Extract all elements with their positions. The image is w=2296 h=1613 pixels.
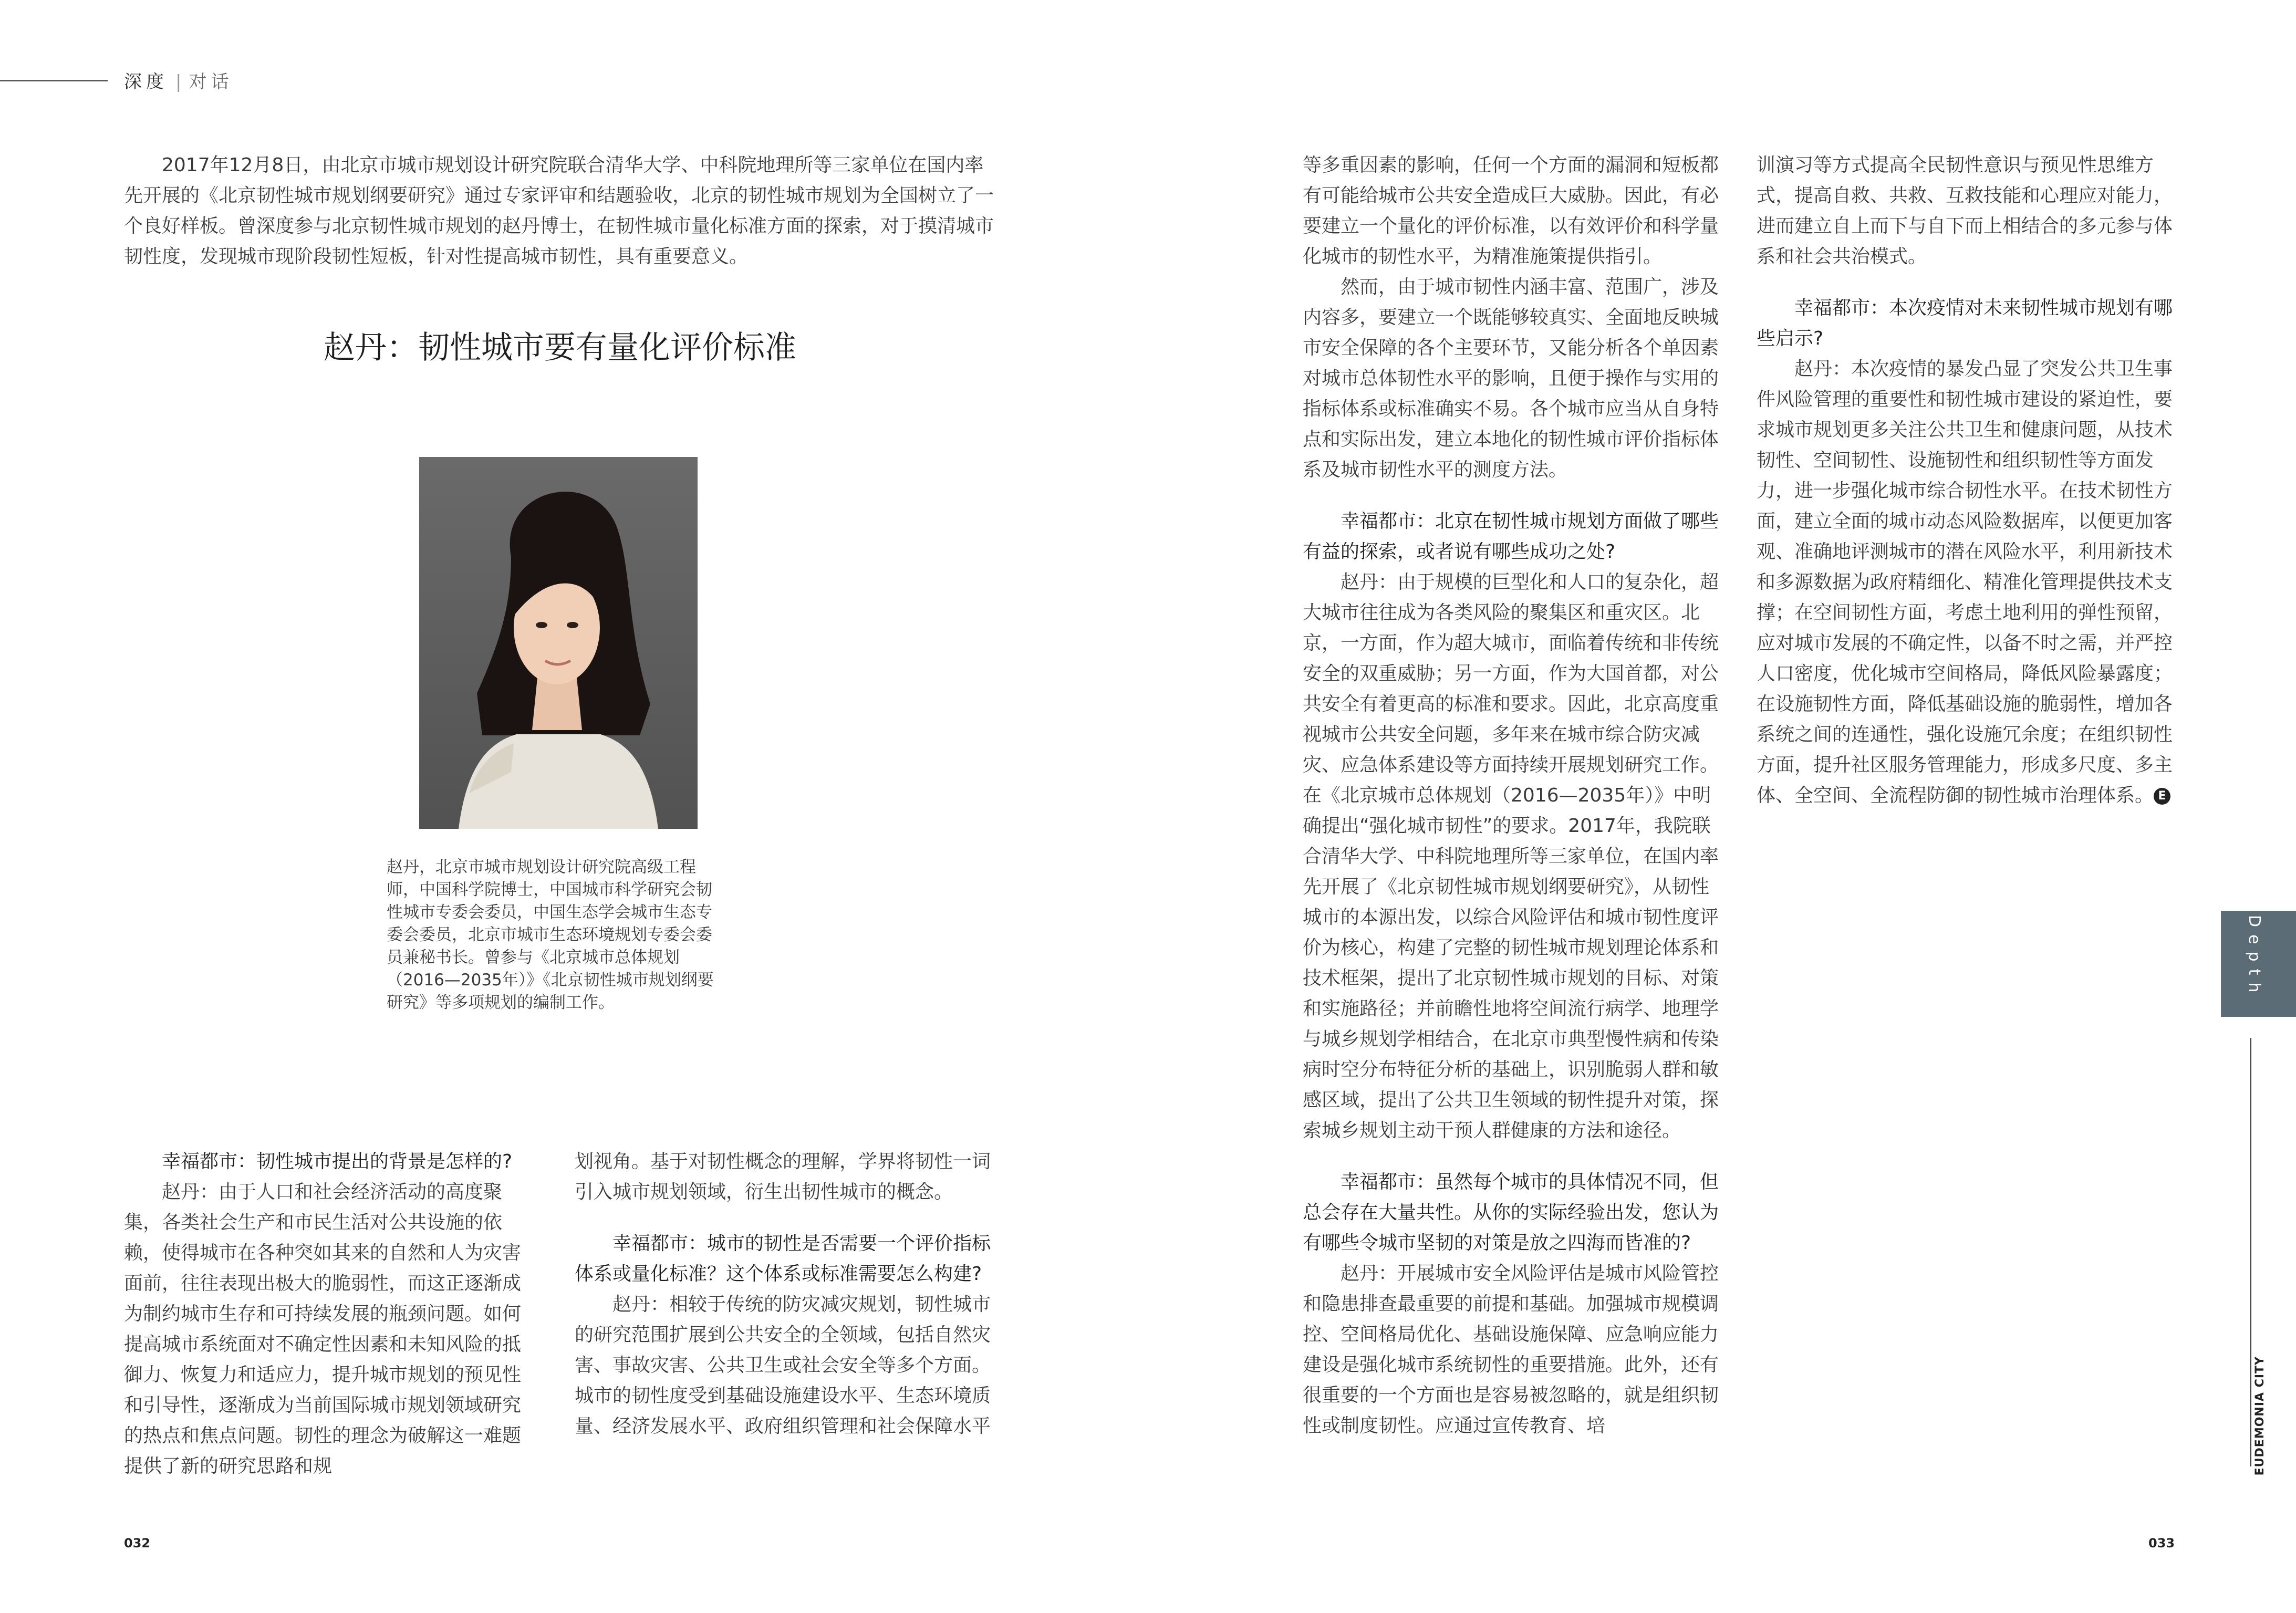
page-number-right: 033 [2148,1536,2175,1550]
question: 幸福都市：本次疫情对未来韧性城市规划有哪些启示? [1757,297,2173,349]
section-label: 深度 [124,71,168,92]
subsection-label: 对话 [189,71,233,92]
answer: 赵丹：相较于传统的防灾减灾规划，韧性城市的研究范围扩展到公共安全的全领域，包括自然灾害、事故灾害、公共卫生或社会安全等多个方面。城市的韧性度受到基础设施建设水平、生态环境质量、经济发展水平、政府组织管理和社会保障水平 [575,1294,991,1437]
answer: 赵丹：由于人口和社会经济活动的高度聚集，各类社会生产和市民生活对公共设施的依赖，使得城市在各种突如其来的自然和人为灾害面前，往往表现出极大的脆弱性，而这正逐渐成为制约城市生存和可持续发展的瓶颈问题。如何提高城市系统面对不确定性因素和未知风险的抵御力、恢复力和适应力，提升城市规划的预见性和引导性，逐渐成为当前国际城市规划领域研究的热点和焦点问题。韧性的理念为破解这一难题提供了新的研究思路和规 [124,1181,522,1477]
paragraph: 然而，由于城市韧性内涵丰富、范围广，涉及内容多，要建立一个既能够较真实、全面地反映城市安全保障的各个主要环节，又能分析各个单因素对城市总体韧性水平的影响，且便于操作与实用的指标体系或标准确实不易。各个城市应当从自身特点和实际出发，建立本地化的韧性城市评价指标体系及城市韧性水平的测度方法。 [1303,276,1719,481]
section-header [124,67,233,93]
column-1 [124,1147,539,1482]
article-title: 赵丹：韧性城市要有量化评价标准 [324,329,796,366]
end-mark-icon: E [2154,788,2170,805]
answer-continued: 训演习等方式提高全民韧性意识与预见性思维方式，提高自救、共救、互救技能和心理应对能力，进而建立自上而下与自下而上相结合的多元参与体系和社会共治模式。 [1757,154,2173,267]
section-separator: | [175,71,182,92]
magazine-brand: EUDEMONIA CITY [2253,1356,2267,1476]
header-rule [0,80,108,81]
intro-paragraph: 2017年12月8日，由北京市城市规划设计研究院联合清华大学、中科院地理所等三家单位在国内率先开展的《北京韧性城市规划纲要研究》通过专家评审和结题验收，北京的韧性城市规划为全国树立了一个良好样板。曾深度参与北京韧性城市规划的赵丹博士，在韧性城市量化标准方面的探索，对于摸清城市韧性度，发现城市现阶段韧性短板，针对性提高城市韧性，具有重要意义。 [124,154,994,267]
portrait-photo [419,457,698,829]
column-4 [1757,150,2177,811]
answer: 赵丹：由于规模的巨型化和人口的复杂化，超大城市往往成为各类风险的聚集区和重灾区。北京，一方面，作为超大城市，面临着传统和非传统安全的双重威胁；另一方面，作为大国首都，对公共安全有着更高的标准和要求。因此，北京高度重视城市公共安全问题，多年来在城市综合防灾减灾、应急体系建设等方面持续开展规划研究工作。在《北京城市总体规划（2016—2035年）》中明确提出“强化城市韧性”的要求。2017年，我院联合清华大学、中科院地理所等三家单位，在国内率先开展了《北京韧性城市规划纲要研究》，从韧性城市的本源出发，以综合风险评估和城市韧性度评价为核心，构建了完整的韧性城市规划理论体系和技术框架，提出了北京韧性城市规划的目标、对策和实施路径；并前瞻性地将空间流行病学、地理学与城乡规划学相结合，在北京市典型慢性病和传染病时空分布特征分析的基础上，识别脆弱人群和敏感区域，提出了公共卫生领域的韧性提升对策，探索城乡规划主动干预人群健康的方法和途径。 [1303,571,1719,1141]
answer: 赵丹：本次疫情的暴发凸显了突发公共卫生事件风险管理的重要性和韧性城市建设的紧迫性，要求城市规划更多关注公共卫生和健康问题，从技术韧性、空间韧性、设施韧性和组织韧性等方面发力，进一步强化城市综合韧性水平。在技术韧性方面，建立全面的城市动态风险数据库，以便更加客观、准确地评测城市的潜在风险水平，利用新技术和多源数据为政府精细化、精准化管理提供技术支撑；在空间韧性方面，考虑土地利用的弹性预留，应对城市发展的不确定性，以备不时之需，并严控人口密度，优化城市空间格局，降低风险暴露度；在设施韧性方面，降低基础设施的脆弱性，增加各系统之间的连通性，强化设施冗余度；在组织韧性方面，提升社区服务管理能力，形成多尺度、多主体、全空间、全流程防御的韧性城市治理体系。 [1757,358,2173,806]
page-number-left: 032 [124,1536,151,1550]
portrait-illustration [419,457,698,829]
column-2 [575,1147,995,1442]
column-3 [1303,150,1723,1441]
answer-continued: 等多重因素的影响，任何一个方面的漏洞和短板都有可能给城市公共安全造成巨大威胁。因此，有必要建立一个量化的评价标准，以有效评价和科学量化城市的韧性水平，为精准施策提供指引。 [1303,154,1719,267]
photo-caption: 赵丹，北京市城市规划设计研究院高级工程师，中国科学院博士，中国城市科学研究会韧性城市专委会委员，中国生态学会城市生态专委会委员，北京市城市生态环境规划专委会委员兼秘书长。曾参与《北京城市总体规划（2016—2035年）》《北京韧性城市规划纲要研究》等多项规划的编制工作。 [387,858,714,1012]
side-tab-label: Depth [2245,915,2263,1000]
answer-paragraph [1757,354,2177,811]
answer: 赵丹：开展城市安全风险评估是城市风险管控和隐患排查最重要的前提和基础。加强城市规模调控、空间格局优化、基础设施保障、应急响应能力建设是强化城市系统韧性的重要措施。此外，还有很重要的一个方面也是容易被忽略的，就是组织韧性或制度韧性。应通过宣传教育、培 [1303,1263,1719,1437]
side-rule [2250,1038,2251,1466]
question: 幸福都市：韧性城市提出的背景是怎样的? [162,1151,513,1172]
answer-continued: 划视角。基于对韧性概念的理解，学界将韧性一词引入城市规划领域，衍生出韧性城市的概念。 [575,1151,991,1203]
question: 幸福都市：北京在韧性城市规划方面做了哪些有益的探索，或者说有哪些成功之处? [1303,511,1719,563]
question: 幸福都市：城市的韧性是否需要一个评价指标体系或量化标准？这个体系或标准需要怎么构建? [575,1233,991,1285]
question: 幸福都市：虽然每个城市的具体情况不同，但总会存在大量共性。从你的实际经验出发，您认为有哪些令城市坚韧的对策是放之四海而皆准的? [1303,1171,1719,1254]
